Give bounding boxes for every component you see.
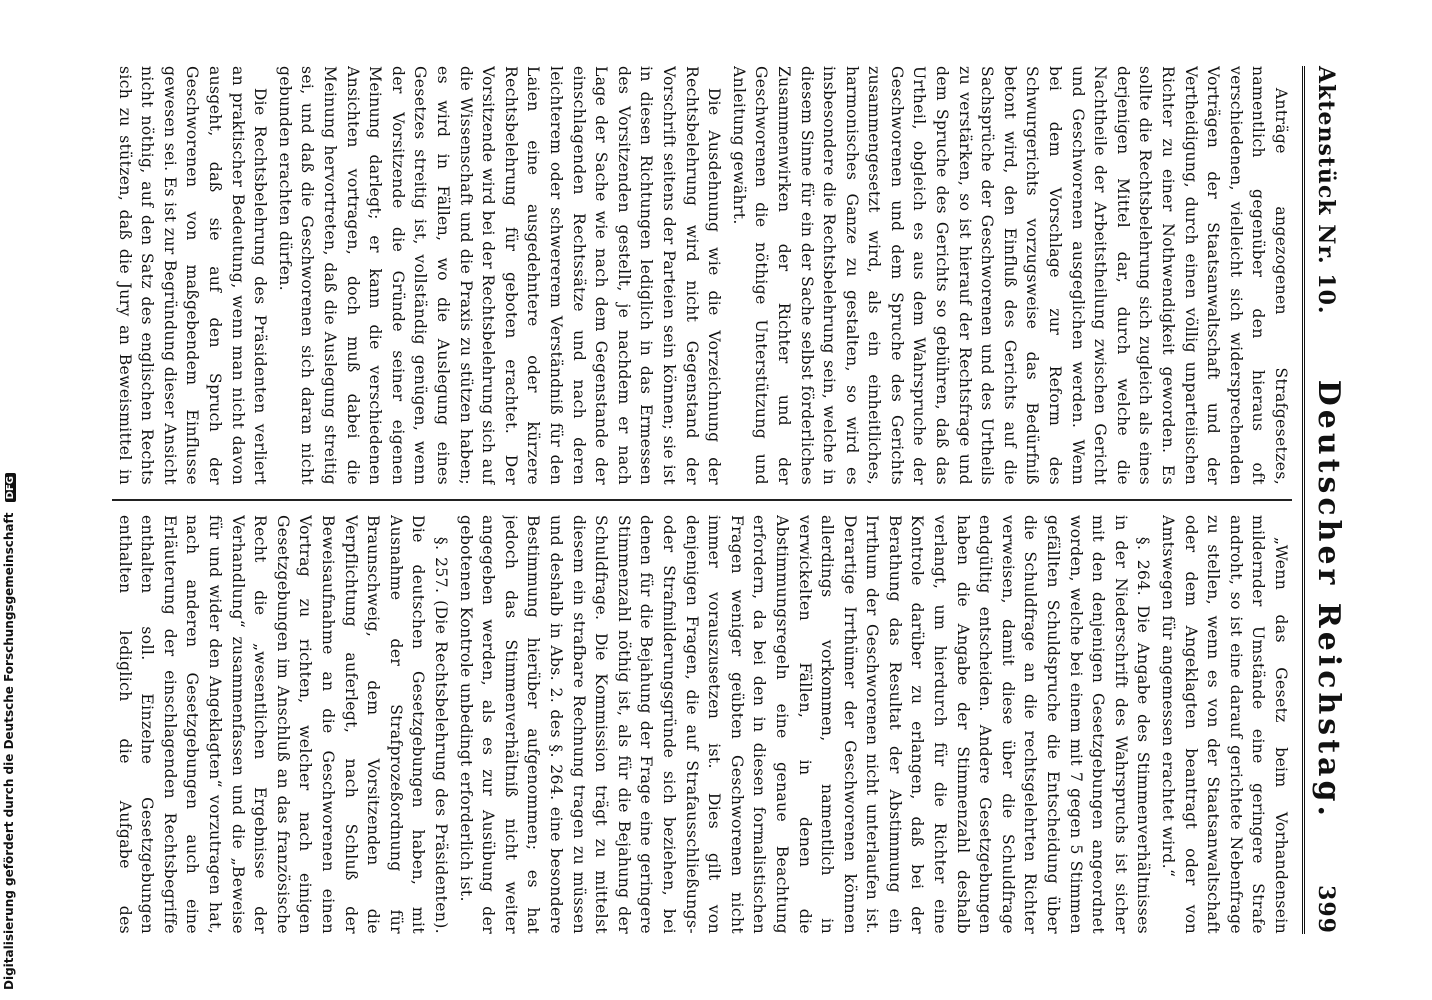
dfg-logo: DFG [5, 473, 16, 502]
document-number: Aktenstück Nr. 10. [1313, 66, 1339, 315]
text-columns [112, 66, 1292, 934]
credit-text: Digitalisierung gefördert durch die Deutsche Forschungsgemeinschaft [2, 512, 16, 990]
right-column [112, 515, 1292, 934]
paragraph: „Wenn das Gesetz beim Vorhandensein mildernder Umstände eine geringere Strafe androht, so ist eine darauf gerichtete Nebenfrage zu stellen, wenn es von der Staatsanwaltschaft oder dem Angeklagten beantragt oder von Amtswegen für angemessen erachtet wird.“ [1159, 515, 1290, 934]
page-title: Deutscher Reichstag. [1311, 379, 1346, 820]
paragraph: Anträge angezogenen Strafgesetzes, namentlich gegenüber den hieraus oft verschiedenen, vielleicht sich widersprechenden Vorträgen der Staatsanwaltschaft und der Vertheidigung, durch einen völlig unparteiischen Richter zu einer Nothwendigkeit geworden. Es sollte die Rechtsbelehrung sich zugleich als eines derjenigen Mittel dar, durch welche die Nachtheile der Arbeitstheilung zwischen Gericht und Geschworenen ausgeglichen werden. Wenn bei dem Vorschlage zur Reform des Schwurgerichts vorzugsweise das Bedürfniß betont wird, den Einfluß des Gerichts auf die Sachsprüche der Geschworenen und des Urtheils zu verstärken, so ist hierauf der Rechtsfrage und dem Spruche des Gerichts so gebühren, daß das Urtheil, obgleich es aus dem Wahrspruche der Geschworenen und dem Spruche des Gerichts zusammengesetzt wird, als ein einheitliches, harmonisches Ganze zu gestalten, so wird es insbesondere die Rechtsbelehrung sein, welche in diesem Sinne für ein der Sache selbst förderliches Zusammenwirken der Richter und der Geschworenen die nöthige Unterstützung und Anleitung gewährt. [729, 66, 1290, 485]
paragraph: Die Ausdehnung wie die Vorzeichnung der Rechtsbelehrung wird nicht Gegenstand der Vorschrift seitens der Parteien sein können; sie ist in diesen Richtungen lediglich in das Ermessen des Vorsitzenden gestellt, je nachdem er nach Lage der Sache wie nach dem Gegenstande der einschlagenden Rechtssätze und nach deren leichterem oder schwererem Verständniß für den Laien eine ausgedehntere oder kürzere Rechtsbelehrung für geboten erachtet. Der Vorsitzende wird bei der Rechtsbelehrung sich auf die Wissenschaft und die Praxis zu stützen haben; es wird in Fällen, wo die Auslegung eines Gesetzes streitig ist, vollständig genügen, wenn der Vorsitzende die Gründe seiner eigenen Meinung darlegt; er kann die verschiedenen Ansichten vortragen, doch muß dabei die Meinung hervortreten, daß die Auslegung streitig sei, und daß die Geschworenen sich daran nicht gebunden erachten dürfen. [275, 66, 724, 485]
digitization-credit [2, 473, 16, 990]
digitization-credit-strip [0, 0, 22, 1000]
page-number: 399 [1313, 885, 1339, 934]
column-divider [112, 499, 1292, 501]
scanned-page [46, 20, 1386, 980]
paragraph: §. 264. Die Angabe des Stimmenverhältnisses in der Niederschrift des Wahrspruchs ist sicher mit den denjenigen Gesetzgebungen angeordnet worden, welche bei einem mit 7 gegen 5 Stimmen gefällten Schuldspruche die Entscheidung über die Schuldfrage an die rechtsgelehrten Richter verweisen, damit diese über die Schuldfrage endgültig entscheiden. Andere Gesetzgebungen haben die Angabe der Stimmenzahl deshalb verlangt, um hierdurch für die Richter eine Kontrole darüber zu erlangen, daß bei der Berathung das Resultat der Abstimmung ein Irrthum der Geschworenen nicht unterlaufen ist. Derartige Irrthümer der Geschworenen können allerdings vorkommen, namentlich in verwickelten Fällen, in denen die Abstimmungsregeln eine genaue Beachtung erfordern, da bei den in diesen formalistischen Fragen weniger geübten Geschworenen nicht immer vorauszusetzen ist. Dies gilt von denjenigen Fragen, die auf Strafausschließungs- oder Strafmilderungsgründe sich beziehen, bei denen für die Bejahung der Frage eine geringere Stimmenzahl nöthig ist, als für die Bejahung der Schuldfrage. Die Kommission trägt zu mittelst diesem ein strafbare Rechnung tragen zu müssen und deshalb in Abs. 2. des §. 264. eine besondere Bestimmung hierüber aufgenommen; es hat jedoch das Stimmenverhältniß nicht weiter angegeben werden, als es zur Ausübung der gebotenen Kontrole unbedingt erforderlich ist. [456, 515, 1153, 934]
left-column [112, 66, 1292, 485]
page-header [1302, 66, 1346, 934]
paragraph: Die Rechtsbelehrung des Präsidenten verliert an praktischer Bedeutung, wenn man nicht davon ausgeht, daß sie auf den Spruch der Geschworenen von maßgebendem Einflusse gewesen sei. Es ist zur Begründung dieser Ansicht nicht nöthig, auf den Satz des englischen Rechts sich zu stützen, daß die Jury an Beweismittel in [115, 66, 270, 485]
paragraph: §. 257. (Die Rechtsbelehrung des Präsidenten). Die deutschen Gesetzgebungen haben, mit Ausnahme der Strafprozeßordnung für Braunschweig, dem Vorsitzenden die Verpflichtung auferlegt, nach Schluß der Beweisaufnahme an die Geschworenen einen Vortrag zu richten, welcher nach einigen Gesetzgebungen im Anschluß an das französische Recht die „wesentlichen Ergebnisse der Verhandlung“ zusammenfassen und die „Beweise für und wider den Angeklagten“ vorzutragen hat, nach anderen Gesetzgebungen auch eine Erläuterung der einschlagenden Rechtsbegriffe enthalten soll. Einzelne Gesetzgebungen enthalten lediglich die Aufgabe des [115, 515, 451, 934]
